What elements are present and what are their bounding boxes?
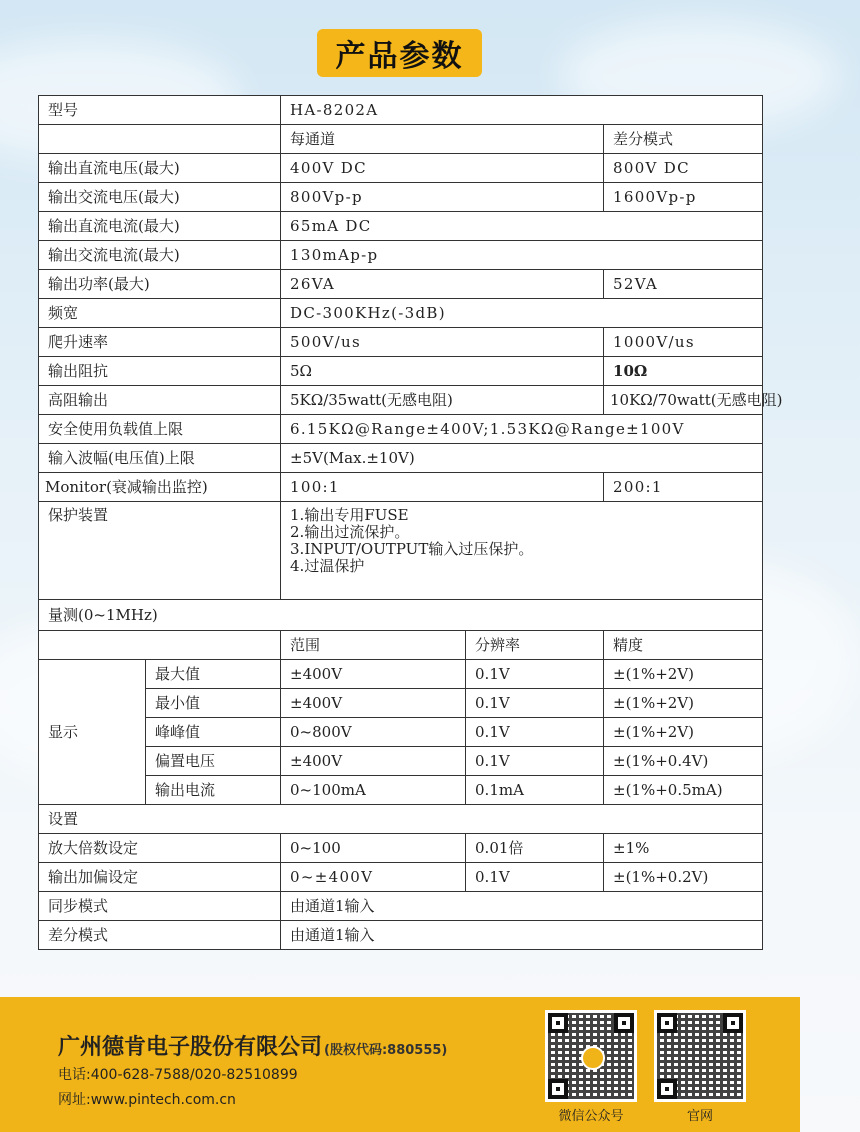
resolution-value: 0.01倍 <box>466 834 604 863</box>
range-value: ±400V <box>281 689 466 718</box>
col-header-per-channel: 每通道 <box>281 125 604 154</box>
spec-value: 26VA <box>281 270 604 299</box>
accuracy-value: ±(1%+0.2V) <box>604 863 763 892</box>
resolution-value: 0.1V <box>466 863 604 892</box>
table-row <box>39 386 763 415</box>
website-url[interactable]: 网址:www.pintech.com.cn <box>58 1092 236 1108</box>
company-name-text: 广州德肯电子股份有限公司 <box>58 1035 323 1060</box>
table-row <box>39 183 763 212</box>
table-row <box>39 328 763 357</box>
resolution-value: 0.1mA <box>466 776 604 805</box>
spec-label: Monitor(衰减输出监控) <box>39 473 281 502</box>
accuracy-value: ±(1%+0.5mA) <box>604 776 763 805</box>
col-header-accuracy: 精度 <box>604 631 763 660</box>
spec-value: 52VA <box>604 270 763 299</box>
wechat-qr-block <box>545 1010 637 1124</box>
website-qr-code[interactable] <box>654 1010 746 1102</box>
table-row <box>39 892 763 921</box>
table-row <box>39 154 763 183</box>
spec-value: ±5V(Max.±10V) <box>281 444 763 473</box>
spec-label: 输出阻抗 <box>39 357 281 386</box>
spec-label: 保护装置 <box>39 502 281 600</box>
table-row <box>39 357 763 386</box>
spec-value: DC-300KHz(-3dB) <box>281 299 763 328</box>
stock-code: (股权代码:880555) <box>324 1043 448 1058</box>
spec-value: 400V DC <box>281 154 604 183</box>
spec-value: 由通道1输入 <box>281 892 763 921</box>
table-row <box>39 776 763 805</box>
resolution-value: 0.1V <box>466 747 604 776</box>
accuracy-value: ±1% <box>604 834 763 863</box>
resolution-value: 0.1V <box>466 660 604 689</box>
spec-label: 输入波幅(电压值)上限 <box>39 444 281 473</box>
spec-value: 10Ω <box>604 357 763 386</box>
table-row <box>39 718 763 747</box>
spec-value: 100:1 <box>281 473 604 502</box>
section-heading: 设置 <box>39 805 763 834</box>
table-row <box>39 502 763 600</box>
spec-label: 频宽 <box>39 299 281 328</box>
spec-value: 由通道1输入 <box>281 921 763 950</box>
protection-item: 2.输出过流保护。 <box>290 523 410 541</box>
wechat-qr-code[interactable] <box>545 1010 637 1102</box>
spec-value: 1600Vp-p <box>604 183 763 212</box>
spec-label <box>39 125 281 154</box>
protection-list <box>281 502 763 600</box>
table-row <box>39 270 763 299</box>
table-row <box>39 863 763 892</box>
website-qr-label: 官网 <box>686 1109 713 1124</box>
phone-number: 电话:400-628-7588/020-82510899 <box>58 1067 298 1083</box>
table-row <box>39 834 763 863</box>
spec-label: 放大倍数设定 <box>39 834 281 863</box>
empty-cell <box>39 631 281 660</box>
spec-label: 型号 <box>39 96 281 125</box>
accuracy-value: ±(1%+2V) <box>604 660 763 689</box>
spec-label: 输出交流电压(最大) <box>39 183 281 212</box>
table-row <box>39 805 763 834</box>
spec-label: 输出交流电流(最大) <box>39 241 281 270</box>
spec-value: 5Ω <box>281 357 604 386</box>
spec-value: 500V/us <box>281 328 604 357</box>
range-value: 0~100 <box>281 834 466 863</box>
range-value: 0~100mA <box>281 776 466 805</box>
spec-value: 6.15KΩ@Range±400V;1.53KΩ@Range±100V <box>281 415 763 444</box>
table-row <box>39 415 763 444</box>
table-row <box>39 921 763 950</box>
range-value: 0~800V <box>281 718 466 747</box>
wechat-qr-label: 微信公众号 <box>558 1109 624 1124</box>
table-row <box>39 631 763 660</box>
spec-label: 输出电流 <box>146 776 281 805</box>
footer-bar <box>0 997 800 1132</box>
spec-label: 安全使用负载值上限 <box>39 415 281 444</box>
resolution-value: 0.1V <box>466 689 604 718</box>
col-header-range: 范围 <box>281 631 466 660</box>
accuracy-value: ±(1%+2V) <box>604 718 763 747</box>
spec-label: 同步模式 <box>39 892 281 921</box>
table-row <box>39 96 763 125</box>
spec-label: 峰峰值 <box>146 718 281 747</box>
spec-label: 输出加偏设定 <box>39 863 281 892</box>
range-value: 0~±400V <box>281 863 466 892</box>
protection-item: 1.输出专用FUSE <box>290 506 409 524</box>
table-row <box>39 747 763 776</box>
range-value: ±400V <box>281 747 466 776</box>
spec-label: 最小值 <box>146 689 281 718</box>
protection-item: 4.过温保护 <box>290 557 365 575</box>
table-row <box>39 125 763 154</box>
accuracy-value: ±(1%+0.4V) <box>604 747 763 776</box>
accuracy-value: ±(1%+2V) <box>604 689 763 718</box>
page-title: 产品参数 <box>317 29 482 77</box>
spec-label: 偏置电压 <box>146 747 281 776</box>
spec-value: 800V DC <box>604 154 763 183</box>
spec-table <box>38 95 783 950</box>
spec-label: 最大值 <box>146 660 281 689</box>
section-heading: 量测(0~1MHz) <box>39 600 763 631</box>
spec-value: 65mA DC <box>281 212 763 241</box>
range-value: ±400V <box>281 660 466 689</box>
spec-value: 5KΩ/35watt(无感电阻) <box>281 386 604 415</box>
col-header-differential: 差分模式 <box>604 125 763 154</box>
spec-value: HA-8202A <box>281 96 763 125</box>
pintech-logo-icon <box>581 1046 605 1070</box>
spec-value: 200:1 <box>604 473 763 502</box>
spec-value: 1000V/us <box>604 328 763 357</box>
spec-value: 130mAp-p <box>281 241 763 270</box>
spec-label: 输出直流电流(最大) <box>39 212 281 241</box>
col-header-resolution: 分辨率 <box>466 631 604 660</box>
spec-value: 10KΩ/70watt(无感电阻) <box>604 386 763 415</box>
spec-label: 差分模式 <box>39 921 281 950</box>
spec-label: 爬升速率 <box>39 328 281 357</box>
website-qr-block <box>654 1010 746 1124</box>
table-row <box>39 600 763 631</box>
company-name <box>58 1030 447 1061</box>
table-row <box>39 212 763 241</box>
spec-label: 输出直流电压(最大) <box>39 154 281 183</box>
table-row <box>39 689 763 718</box>
table-row <box>39 473 763 502</box>
table-row <box>39 660 763 689</box>
spec-value: 800Vp-p <box>281 183 604 212</box>
spec-label: 输出功率(最大) <box>39 270 281 299</box>
spec-label: 高阻输出 <box>39 386 281 415</box>
table-row <box>39 444 763 473</box>
table-row <box>39 241 763 270</box>
table-row <box>39 299 763 328</box>
group-label: 显示 <box>39 660 146 805</box>
protection-item: 3.INPUT/OUTPUT输入过压保护。 <box>290 540 534 558</box>
resolution-value: 0.1V <box>466 718 604 747</box>
